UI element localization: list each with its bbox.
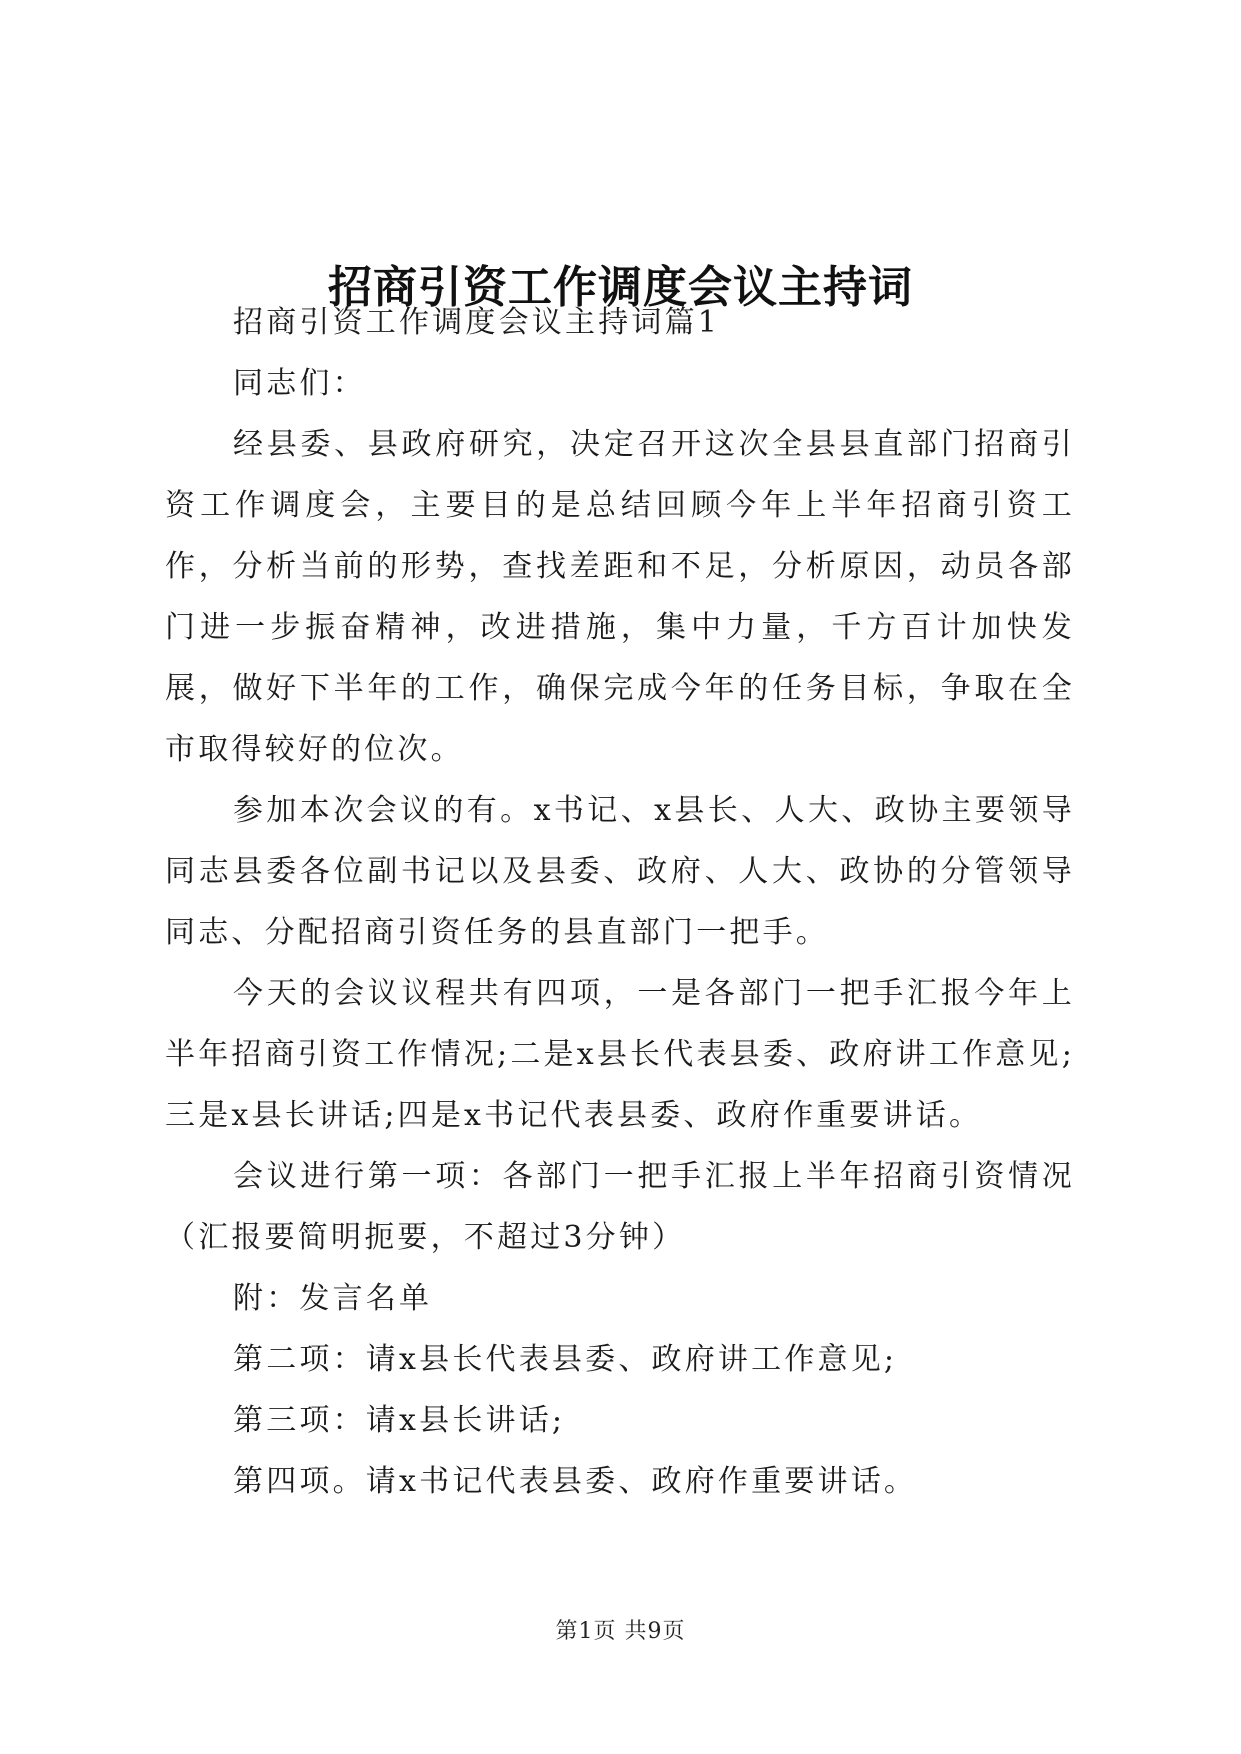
body-paragraph: 今天的会议议程共有四项，一是各部门一把手汇报今年上半年招商引资工作情况;二是x县长代表县委、政府讲工作意见;三是x县长讲话;四是x书记代表县委、政府作重要讲话。	[165, 976, 1075, 1133]
body-paragraph: 附：发言名单	[233, 1281, 433, 1316]
body-paragraph: 第三项：请x县长讲话;	[233, 1403, 566, 1438]
salutation-paragraph: 同志们：	[233, 366, 366, 401]
document-body	[165, 292, 1075, 1512]
document-title: 招商引资工作调度会议主持词	[328, 262, 913, 314]
body-paragraph: 第四项。请x书记代表县委、政府作重要讲话。	[233, 1464, 918, 1499]
body-paragraph: 经县委、县政府研究，决定召开这次全县县直部门招商引资工作调度会，主要目的是总结回顾今年上半年招商引资工作，分析当前的形势，查找差距和不足，分析原因，动员各部门进一步振奋精神，改进措施，集中力量，千方百计加快发展，做好下半年的工作，确保完成今年的任务目标，争取在全市取得较好的位次。	[165, 427, 1075, 767]
body-paragraph: 第二项：请x县长代表县委、政府讲工作意见;	[233, 1342, 898, 1377]
page-number-footer: 第1页 共9页	[555, 1619, 686, 1644]
body-paragraph: 参加本次会议的有。x书记、x县长、人大、政协主要领导同志县委各位副书记以及县委、政府、人大、政协的分管领导同志、分配招商引资任务的县直部门一把手。	[165, 793, 1075, 950]
subtitle-paragraph: 招商引资工作调度会议主持词篇1	[233, 305, 721, 340]
body-paragraph: 会议进行第一项：各部门一把手汇报上半年招商引资情况（汇报要简明扼要，不超过3分钟）	[165, 1159, 1075, 1255]
